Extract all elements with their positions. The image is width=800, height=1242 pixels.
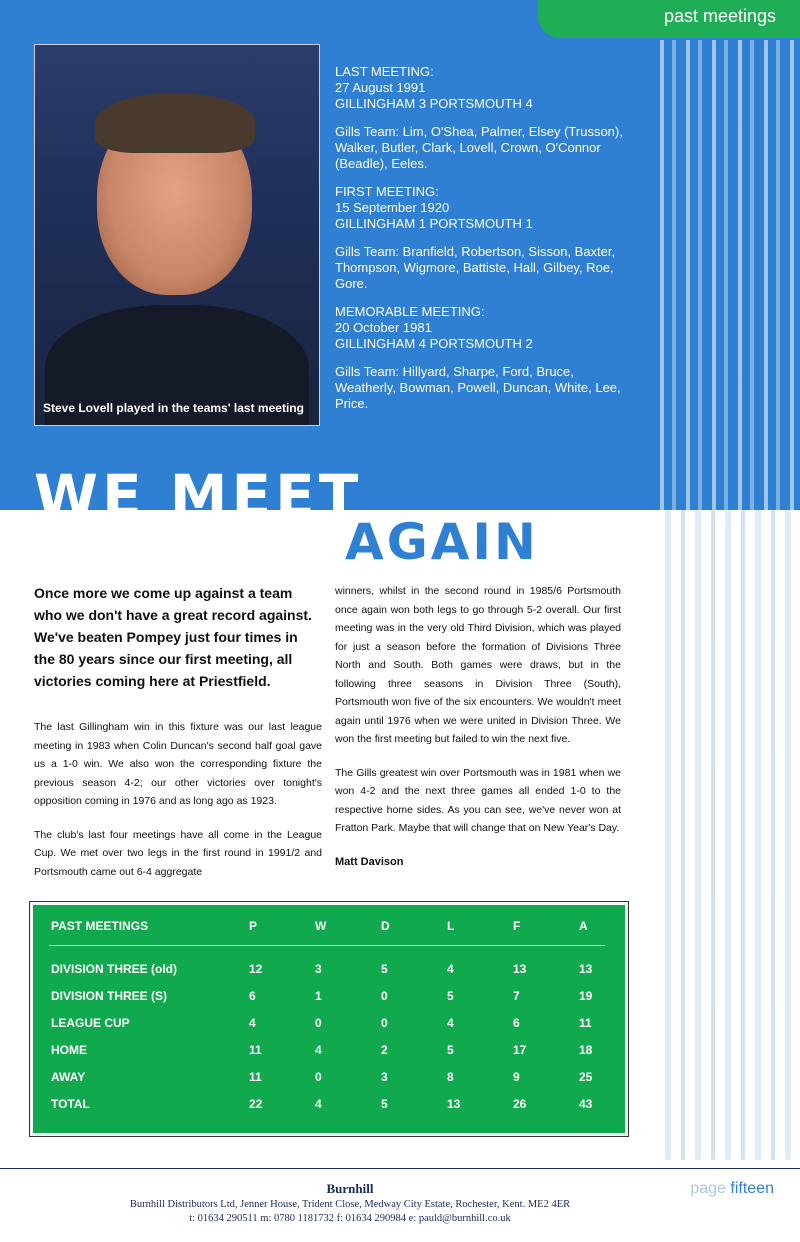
table-cell: 0 [381, 1016, 388, 1030]
table-cell: 6 [513, 1016, 520, 1030]
table-cell: 8 [447, 1070, 454, 1084]
last-meeting-team: Gills Team: Lim, O'Shea, Palmer, Elsey (Trusson), Walker, Butler, Clark, Lovell, Crown, O'Connor (Beadle), Eeles. [335, 124, 623, 171]
table-row [49, 989, 609, 1009]
table-cell: 9 [513, 1070, 520, 1084]
article-paragraph: winners, whilst in the second round in 1985/6 Portsmouth once again won both legs to go through 5-2 overall. Our first meeting was in the very old Third Division, which was played for just a season before the formation of Divisions Three North and South. Both games were draws, but in the following three seasons in Division Three (South), Portsmouth won five of the six encounters. We wouldn't meet again until 1976 when we were united in Division Three. We won the first meeting but failed to win the next five. [335, 585, 621, 745]
headline-again: AGAIN [345, 513, 539, 571]
meetings-info [335, 64, 635, 424]
player-photo [34, 44, 320, 426]
table-cell: 1 [315, 989, 322, 1003]
memorable-meeting-team: Gills Team: Hillyard, Sharpe, Ford, Bruce, Weatherly, Bowman, Powell, Duncan, White, Lee, Price. [335, 364, 621, 411]
table-cell: 0 [315, 1016, 322, 1030]
section-tab-label: past meetings [663, 6, 776, 26]
decorative-stripes-lower [655, 510, 800, 1160]
memorable-meeting-heading: MEMORABLE MEETING: [335, 304, 485, 319]
article-paragraph: The club's last four meetings have all come in the League Cup. We met over two legs in the first round in 1991/2 and Portsmouth came out 6-4 aggregate [34, 828, 322, 878]
table-cell: 25 [579, 1070, 593, 1084]
table-cell: DIVISION THREE (S) [51, 989, 168, 1003]
table-row [49, 962, 609, 982]
last-meeting-date: 27 August 1991 [335, 80, 426, 95]
table-cell: 4 [249, 1016, 256, 1030]
photo-caption: Steve Lovell played in the teams' last meeting [43, 401, 304, 415]
past-meetings-table [30, 902, 628, 1136]
sponsor-name: Burnhill [326, 1181, 374, 1196]
table-cell: 17 [513, 1043, 527, 1057]
table-cell: LEAGUE CUP [51, 1016, 130, 1030]
table-cell: AWAY [51, 1070, 86, 1084]
table-cell: 3 [381, 1070, 388, 1084]
table-row [49, 1043, 609, 1063]
first-meeting-team: Gills Team: Branfield, Robertson, Sisson, Baxter, Thompson, Wigmore, Battiste, Hall, Gilbey, Roe, Gore. [335, 244, 616, 291]
table-cell: 43 [579, 1097, 593, 1111]
table-cell: HOME [51, 1043, 87, 1057]
table-cell: 6 [249, 989, 256, 1003]
sponsor-contact: t: 01634 290511 m: 0780 1181732 f: 01634 290984 e: pauld@burnhill.co.uk [189, 1213, 511, 1224]
table-cell: 4 [315, 1043, 322, 1057]
table-cell: 13 [513, 962, 527, 976]
table-cell: 19 [579, 989, 593, 1003]
table-cell: 11 [579, 1016, 592, 1030]
first-meeting-score: GILLINGHAM 1 PORTSMOUTH 1 [335, 216, 533, 231]
table-cell: 5 [447, 989, 454, 1003]
table-cell: 7 [513, 989, 520, 1003]
table-row [49, 1097, 609, 1117]
table-header: D [381, 919, 390, 933]
table-cell: 11 [249, 1070, 262, 1084]
table-header: L [447, 919, 455, 933]
table-row [49, 1070, 609, 1090]
lead-paragraph: Once more we come up against a team who we don't have a great record against. We've beaten Pompey just four times in the 80 years since our first meeting, all victories coming here at Priestfield. [34, 585, 312, 689]
table-cell: 4 [447, 962, 454, 976]
table-cell: 12 [249, 962, 263, 976]
last-meeting-score: GILLINGHAM 3 PORTSMOUTH 4 [335, 96, 533, 111]
table-header: PAST MEETINGS [51, 919, 149, 933]
table-header: F [513, 919, 521, 933]
memorable-meeting-score: GILLINGHAM 4 PORTSMOUTH 2 [335, 336, 533, 351]
table-cell: DIVISION THREE (old) [51, 962, 177, 976]
table-cell: 3 [315, 962, 322, 976]
page-number [690, 1180, 774, 1198]
page-word: page [690, 1180, 726, 1197]
table-cell: 11 [249, 1043, 262, 1057]
last-meeting-heading: LAST MEETING: [335, 64, 434, 79]
table-cell: 4 [447, 1016, 454, 1030]
table-cell: 5 [381, 1097, 388, 1111]
table-cell: 26 [513, 1097, 527, 1111]
headline-we-meet: WE MEET [34, 462, 363, 530]
sponsor-address: Burnhill Distributors Ltd, Jenner House, Trident Close, Medway City Estate, Rochester, Kent. ME2 4ER [129, 1199, 571, 1210]
table-cell: 18 [579, 1043, 593, 1057]
table-cell: 22 [249, 1097, 263, 1111]
table-cell: 5 [447, 1043, 454, 1057]
first-meeting-date: 15 September 1920 [335, 200, 450, 215]
first-meeting-heading: FIRST MEETING: [335, 184, 439, 199]
article-paragraph: The Gills greatest win over Portsmouth was in 1981 when we won 4-2 and the next three games all ended 1-0 to the respective home sides. As you can see, we've never won at Fratton Park. Maybe that will change that on New Year's Day. [335, 766, 621, 834]
table-divider [49, 945, 605, 946]
table-header-row [49, 919, 609, 939]
table-header: P [249, 919, 258, 933]
table-header: W [315, 919, 327, 933]
article-paragraph: The last Gillingham win in this fixture was our last league meeting in 1983 when Colin Duncan's second half goal gave us a 1-0 win. We also won the corresponding fixture the previous season 4-2; our other victories over tonight's opposition coming in 1976 and as long ago as 1923. [34, 721, 322, 807]
table-cell: 4 [315, 1097, 322, 1111]
table-header: A [579, 919, 588, 933]
table-cell: 0 [315, 1070, 322, 1084]
table-cell: 13 [579, 962, 593, 976]
author-name: Matt Davison [335, 855, 404, 868]
table-cell: 2 [381, 1043, 388, 1057]
footer-divider [0, 1168, 800, 1169]
table-cell: 5 [381, 962, 388, 976]
section-tab [538, 0, 800, 38]
page-number-value: fifteen [730, 1180, 774, 1197]
table-row [49, 1016, 609, 1036]
memorable-meeting-date: 20 October 1981 [335, 320, 432, 335]
article-column-left [34, 718, 322, 896]
table-cell: 13 [447, 1097, 461, 1111]
article-column-right [335, 582, 621, 886]
table-cell: 0 [381, 989, 388, 1003]
table-cell: TOTAL [51, 1097, 90, 1111]
